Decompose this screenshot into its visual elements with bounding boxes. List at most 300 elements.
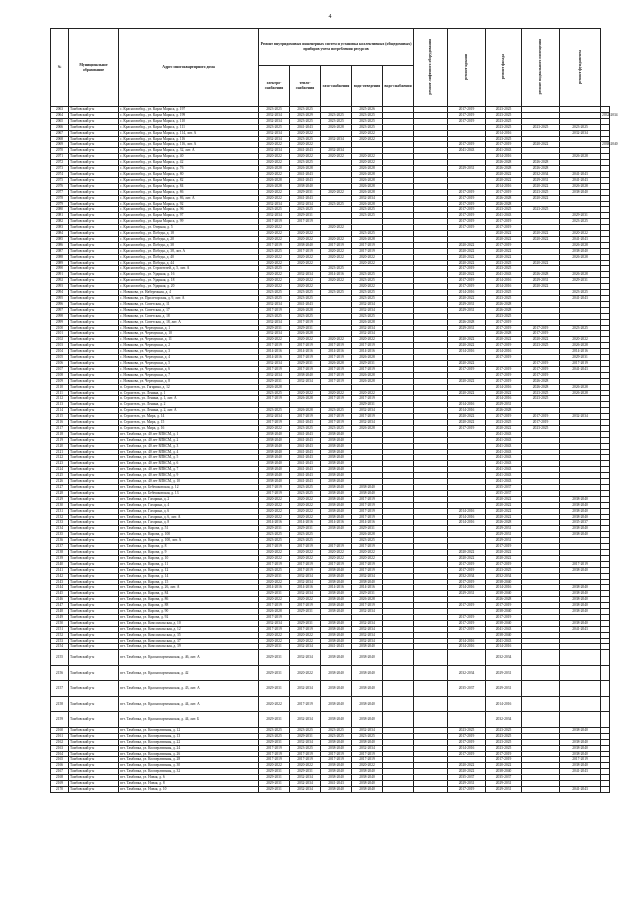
row-cell: 2014-2016	[448, 585, 486, 591]
row-cell: 2020-2022	[321, 248, 352, 254]
row-number: 2084	[51, 231, 69, 237]
row-cell	[522, 665, 560, 681]
row-number: 2169	[51, 781, 69, 787]
row-cell: 2038-2040	[560, 763, 601, 769]
row-address: с. Красносвобод., ул. Карла Маркса, д. 80	[119, 171, 259, 177]
table-row	[51, 712, 610, 728]
col-gas: газо-снабжения	[321, 66, 352, 107]
row-cell: 2017-2019	[486, 355, 522, 361]
row-cell: 2017-2019	[486, 225, 522, 231]
row-municipality: Тамбовский р-н	[69, 325, 119, 331]
row-cell: 2023-2029	[290, 112, 321, 118]
row-cell: 2032-2034	[352, 301, 383, 307]
row-cell: 2017-2019	[321, 366, 352, 372]
row-cell: 2017-2019	[522, 331, 560, 337]
row-municipality: Тамбовский р-н	[69, 242, 119, 248]
row-cell: 2038-2040	[321, 681, 352, 697]
row-number: 2095	[51, 296, 69, 302]
row-cell: 2017-2019	[448, 567, 486, 573]
row-municipality: Тамбовский р-н	[69, 763, 119, 769]
row-number: 2119	[51, 437, 69, 443]
row-cell: 2017-2019	[522, 325, 560, 331]
row-cell: 2017-2019	[522, 360, 560, 366]
row-cell: 2038-2040	[321, 739, 352, 745]
row-cell: 2020-2022	[448, 296, 486, 302]
row-municipality: Тамбовский р-н	[69, 479, 119, 485]
col-basement-label: ремонт подвального помещения	[538, 38, 543, 95]
row-cell: 2029-2031	[259, 325, 290, 331]
row-cell: 2020-2022	[522, 284, 560, 290]
row-cell: 2020-2022	[290, 508, 321, 514]
row-cell: 2014-2016	[290, 520, 321, 526]
row-cell: 2032-2034	[290, 786, 321, 792]
row-address: с. Новикова, ул. Черемушки, д. 2	[119, 343, 259, 349]
row-address: пгт. Тамбовка, ул. Краснопартизанская, д. 46, лит. А	[119, 650, 259, 666]
row-address: пгт. Тамбовка, ул. Гагарина, д. 2	[119, 496, 259, 502]
row-cell: 2032-2034	[486, 712, 522, 728]
row-cell: 2041-2043	[290, 455, 321, 461]
table-row	[51, 696, 610, 712]
row-cell: 2017-2019	[352, 502, 383, 508]
row-cell: 2017-2019	[259, 307, 290, 313]
row-cell: 2017-2019	[448, 207, 486, 213]
row-municipality: Тамбовский р-н	[69, 573, 119, 579]
row-cell: 2014-2016	[321, 520, 352, 526]
row-cell: 2029-2031	[486, 681, 522, 697]
row-cell: 2017-2019	[448, 189, 486, 195]
row-address: с. Красносвобод., ул. Карла Маркса, д. 116	[119, 136, 259, 142]
row-address: пгт. Тамбовка, ул. Новая, д. 6	[119, 775, 259, 781]
row-cell: 2023-2025	[321, 118, 352, 124]
row-cell: 2026-2028	[560, 343, 601, 349]
row-cell: 2017-2019	[321, 355, 352, 361]
row-address: пгт. Тамбовка, ул. Кирова, д. 26, лит. А	[119, 585, 259, 591]
row-cell	[560, 681, 601, 697]
col-foundation-label: ремонт фундамента	[577, 49, 582, 84]
row-cell: 2038-2040	[259, 455, 290, 461]
row-address: пгт. Тамбовка, ул. 40 лет ВЛКСМ, д. 6	[119, 461, 259, 467]
row-municipality: Тамбовский р-н	[69, 372, 119, 378]
row-cell	[448, 650, 486, 666]
row-cell	[383, 650, 414, 666]
row-municipality: Тамбовский р-н	[69, 414, 119, 420]
row-cell: 2032-2034	[486, 650, 522, 666]
row-cell: 2038-2040	[560, 739, 601, 745]
row-cell: 2026-2028	[352, 166, 383, 172]
row-address: пгт. Тамбовка, ул. Гагарина, д. 4	[119, 502, 259, 508]
row-cell: 2041-2043	[486, 449, 522, 455]
row-cell: 2026-2028	[486, 520, 522, 526]
row-number: 2123	[51, 461, 69, 467]
row-municipality: Тамбовский р-н	[69, 544, 119, 550]
row-cell: 2020-2022	[259, 579, 290, 585]
col-number: №	[51, 29, 69, 107]
row-cell: 2023-2025	[259, 532, 290, 538]
row-cell: 2020-2022	[352, 555, 383, 561]
row-cell: 2038-2040	[352, 490, 383, 496]
row-cell: 2014-2016	[448, 745, 486, 751]
row-cell: 2020-2022	[259, 225, 290, 231]
row-cell: 2020-2022	[522, 195, 560, 201]
row-cell: 2020-2022	[321, 236, 352, 242]
row-cell	[601, 786, 610, 792]
row-number: 2100	[51, 325, 69, 331]
row-cell: 2014-2016	[321, 272, 352, 278]
row-address: пгт. Тамбовка, ул. Кооперативная, д. 30	[119, 763, 259, 769]
row-cell: 2029-2031	[259, 378, 290, 384]
table-row	[51, 665, 610, 681]
row-cell: 2032-2034	[290, 591, 321, 597]
row-cell: 2017-2019	[448, 425, 486, 431]
row-address: с. Красносвобод., ул. Карла Маркса, д. 32, лит. А	[119, 148, 259, 154]
row-number: 2073	[51, 166, 69, 172]
row-address: пгт. Тамбовка, ул. Гагарина, д. 6, лит. А	[119, 514, 259, 520]
row-municipality: Тамбовский р-н	[69, 219, 119, 225]
row-number: 2158	[51, 696, 69, 712]
row-cell: 2017-2019	[259, 485, 290, 491]
row-cell: 2023-2025	[352, 278, 383, 284]
row-cell: 2020-2022	[352, 136, 383, 142]
row-number: 2082	[51, 219, 69, 225]
row-cell: 2023-2025	[486, 266, 522, 272]
row-cell: 2026-2028	[486, 166, 522, 172]
row-municipality: Тамбовский р-н	[69, 124, 119, 130]
row-number: 2072	[51, 160, 69, 166]
row-cell: 2038-2040	[259, 431, 290, 437]
row-cell: 2020-2022	[352, 254, 383, 260]
row-municipality: Тамбовский р-н	[69, 107, 119, 113]
row-cell: 2038-2040	[352, 681, 383, 697]
row-municipality: Тамбовский р-н	[69, 555, 119, 561]
row-cell: 2038-2040	[321, 696, 352, 712]
row-municipality: Тамбовский р-н	[69, 284, 119, 290]
row-cell: 2041-2043	[486, 443, 522, 449]
row-municipality: Тамбовский р-н	[69, 225, 119, 231]
row-cell: 2023-2025	[560, 325, 601, 331]
row-number: 2160	[51, 727, 69, 733]
row-cell: 2020-2022	[290, 496, 321, 502]
row-cell: 2020-2022	[522, 183, 560, 189]
row-cell: 2041-2043	[486, 461, 522, 467]
row-cell: 2032-2034	[352, 195, 383, 201]
row-cell: 2026-2028	[290, 331, 321, 337]
row-cell: 2041-2043	[290, 479, 321, 485]
row-cell: 2026-2028	[352, 236, 383, 242]
row-cell: 2032-2034	[352, 307, 383, 313]
row-cell: 2023-2025	[486, 112, 522, 118]
row-cell: 2023-2025	[352, 272, 383, 278]
row-address: п. Строитель, ул. Мира, д. 16	[119, 425, 259, 431]
row-cell: 2023-2025	[352, 231, 383, 237]
row-cell: 2038-2040	[321, 502, 352, 508]
row-cell: 2020-2022	[321, 189, 352, 195]
row-municipality: Тамбовский р-н	[69, 384, 119, 390]
row-cell: 2041-2043	[290, 195, 321, 201]
row-cell: 2038-2040	[321, 665, 352, 681]
row-municipality: Тамбовский р-н	[69, 538, 119, 544]
row-cell: 2023-2025	[486, 136, 522, 142]
row-cell: 2017-2019	[290, 696, 321, 712]
row-cell: 2017-2019	[259, 242, 290, 248]
row-municipality: Тамбовский р-н	[69, 490, 119, 496]
row-cell: 2038-2040	[560, 502, 601, 508]
row-cell: 2035-2037	[448, 681, 486, 697]
row-cell: 2026-2028	[486, 307, 522, 313]
row-number: 2145	[51, 591, 69, 597]
row-cell: 2041-2043	[290, 301, 321, 307]
row-number: 2161	[51, 733, 69, 739]
row-cell: 2023-2025	[259, 567, 290, 573]
row-municipality: Тамбовский р-н	[69, 449, 119, 455]
row-number: 2166	[51, 763, 69, 769]
row-cell: 2020-2022	[560, 231, 601, 237]
row-cell: 2026-2028	[259, 166, 290, 172]
row-cell: 2038-2040	[321, 485, 352, 491]
row-cell: 2017-2019	[486, 414, 522, 420]
row-cell: 2026-2028	[259, 177, 290, 183]
row-number: 2080	[51, 207, 69, 213]
row-cell: 2026-2028	[259, 609, 290, 615]
row-cell: 2038-2040	[486, 609, 522, 615]
row-cell: 2023-2025	[352, 207, 383, 213]
row-cell: 2023-2025	[522, 396, 560, 402]
row-cell: 2023-2025	[259, 207, 290, 213]
row-cell: 2017-2019	[448, 579, 486, 585]
row-municipality: Тамбовский р-н	[69, 290, 119, 296]
row-cell: 2014-2016	[259, 520, 290, 526]
row-cell: 2017-2019	[352, 366, 383, 372]
row-municipality: Тамбовский р-н	[69, 597, 119, 603]
row-cell: 2023-2025	[486, 296, 522, 302]
row-cell: 2020-2022	[486, 390, 522, 396]
row-cell: 2014-2016	[290, 349, 321, 355]
row-municipality: Тамбовский р-н	[69, 526, 119, 532]
row-address: п. Строитель, ул. Ленина, д. 2, лит. А	[119, 408, 259, 414]
row-cell: 2032-2034	[290, 781, 321, 787]
row-cell: 2038-2040	[321, 567, 352, 573]
row-address: пгт. Тамбовка, ул. Кирова, д. 10	[119, 555, 259, 561]
col-group-engineering: Ремонт внутридомовых инженерных систем и установка коллективных (общедомовых) приборов учета потребления ресурсов	[259, 29, 414, 66]
row-cell: 2020-2022	[259, 260, 290, 266]
row-cell: 2014-2016	[352, 585, 383, 591]
row-cell: 2038-2040	[560, 496, 601, 502]
row-cell: 2014-2016	[321, 585, 352, 591]
row-cell: 2038-2040	[321, 769, 352, 775]
row-cell: 2020-2022	[486, 337, 522, 343]
row-cell: 2032-2034	[259, 201, 290, 207]
row-municipality: Тамбовский р-н	[69, 473, 119, 479]
page-number: 4	[328, 14, 332, 20]
row-cell: 2032-2034	[352, 745, 383, 751]
row-municipality: Тамбовский р-н	[69, 254, 119, 260]
row-cell: 2014-2016	[448, 644, 486, 650]
row-address: пгт. Тамбовка, ул. 40 лет ВЛКСМ, д. 10	[119, 479, 259, 485]
row-number: 2076	[51, 183, 69, 189]
row-address: с. Красносвобод., ул. Победы, д. 44	[119, 260, 259, 266]
row-cell	[601, 650, 610, 666]
document-page	[50, 14, 618, 793]
row-cell: 2032-2034	[290, 378, 321, 384]
row-cell: 2017-2019	[259, 757, 290, 763]
row-address: с. Красносвобод., ул. Карла Маркса, д. 199	[119, 112, 259, 118]
row-cell: 2014-2016	[486, 284, 522, 290]
row-cell: 2020-2022	[321, 549, 352, 555]
row-cell: 2038-2040	[321, 573, 352, 579]
row-municipality: Тамбовский р-н	[69, 739, 119, 745]
row-number: 2099	[51, 319, 69, 325]
row-cell: 2023-2025	[259, 408, 290, 414]
row-cell: 2017-2019	[259, 219, 290, 225]
row-cell: 2026-2028	[560, 254, 601, 260]
row-cell: 2038-2040	[321, 579, 352, 585]
row-cell: 2023-2025	[321, 408, 352, 414]
row-address: пгт. Тамбовка, ул. Краснопартизанская, д. 42	[119, 665, 259, 681]
row-cell: 2020-2022	[352, 763, 383, 769]
row-number: 2170	[51, 786, 69, 792]
row-cell	[560, 712, 601, 728]
row-cell: 2032-2034	[352, 408, 383, 414]
row-municipality: Тамбовский р-н	[69, 213, 119, 219]
row-cell: 2020-2022	[259, 272, 290, 278]
row-number: 2104	[51, 349, 69, 355]
row-cell: 2032-2034	[352, 727, 383, 733]
row-cell: 2017-2019	[448, 733, 486, 739]
row-cell: 2023-2025	[321, 112, 352, 118]
row-cell: 2038-2040	[259, 437, 290, 443]
row-cell: 2032-2034	[352, 331, 383, 337]
row-cell: 2020-2022	[522, 337, 560, 343]
row-cell: 2029-2031	[448, 325, 486, 331]
row-cell: 2023-2025	[290, 160, 321, 166]
row-cell	[560, 696, 601, 712]
row-cell: 2026-2028	[352, 378, 383, 384]
col-roof-label: ремонт крыши	[464, 53, 469, 80]
row-number: 2122	[51, 455, 69, 461]
row-address: с. Красносвобод., ул. Победы, д. 38, лит. А	[119, 248, 259, 254]
row-cell: 2020-2022	[259, 425, 290, 431]
row-cell: 2032-2034	[259, 319, 290, 325]
row-cell: 2014-2016	[486, 349, 522, 355]
row-cell: 2026-2028	[560, 154, 601, 160]
row-cell: 2026-2028	[486, 201, 522, 207]
row-address: пгт. Тамбовка, ул. Бебешковская, д. 12	[119, 485, 259, 491]
col-heat: тепло-снабжения	[290, 66, 321, 107]
row-cell: 2014-2016	[486, 130, 522, 136]
row-cell: 2041-2043	[290, 449, 321, 455]
row-number: 2163	[51, 745, 69, 751]
row-cell: 2023-2025	[259, 248, 290, 254]
row-cell: 2038-2040	[321, 786, 352, 792]
row-municipality: Тамбовский р-н	[69, 786, 119, 792]
row-municipality: Тамбовский р-н	[69, 585, 119, 591]
row-cell: 2020-2022	[259, 555, 290, 561]
row-cell: 2017-2019	[321, 396, 352, 402]
row-address: пгт. Тамбовка, ул. Кооперативная, д. 13	[119, 733, 259, 739]
row-cell: 2032-2034	[259, 360, 290, 366]
row-municipality: Тамбовский р-н	[69, 727, 119, 733]
row-number: 2153	[51, 638, 69, 644]
row-cell: 2017-2019	[448, 284, 486, 290]
row-number: 2133	[51, 520, 69, 526]
row-cell: 2032-2034	[352, 420, 383, 426]
row-address: с. Новикова, ул. Советская, д. 18, лит. А	[119, 319, 259, 325]
row-cell: 2038-2040	[560, 751, 601, 757]
row-cell: 2017-2019	[448, 561, 486, 567]
row-cell: 2038-2040	[560, 248, 601, 254]
row-cell: 2032-2034	[259, 372, 290, 378]
row-cell: 2023-2025	[486, 118, 522, 124]
row-cell: 2020-2022	[259, 142, 290, 148]
row-address: пгт. Тамбовка, ул. Кирова, д. 84	[119, 591, 259, 597]
row-cell: 2020-2022	[259, 195, 290, 201]
row-cell: 2023-2025	[259, 390, 290, 396]
row-address: с. Красносвобод., ул. Карла Маркса, д. 110	[119, 118, 259, 124]
row-cell: 2020-2022	[352, 284, 383, 290]
row-cell: 2041-2043	[560, 296, 601, 302]
row-cell: 2041-2043	[290, 467, 321, 473]
row-cell: 2020-2022	[448, 414, 486, 420]
row-municipality: Тамбовский р-н	[69, 231, 119, 237]
row-number: 2168	[51, 775, 69, 781]
row-address: пгт. Тамбовка, ул. Кирова, д. 100	[119, 532, 259, 538]
row-cell: 2032-2034	[259, 136, 290, 142]
row-cell: 2020-2022	[290, 260, 321, 266]
row-municipality: Тамбовский р-н	[69, 508, 119, 514]
row-municipality: Тамбовский р-н	[69, 614, 119, 620]
row-cell	[383, 712, 414, 728]
row-cell: 2038-2040	[560, 189, 601, 195]
row-municipality: Тамбовский р-н	[69, 579, 119, 585]
row-cell: 2020-2022	[448, 549, 486, 555]
row-cell: 2020-2022	[448, 360, 486, 366]
row-cell: 2026-2028	[486, 195, 522, 201]
row-cell: 2041-2043	[486, 467, 522, 473]
row-cell: 2041-2043	[560, 236, 601, 242]
row-municipality: Тамбовский р-н	[69, 431, 119, 437]
row-municipality: Тамбовский р-н	[69, 207, 119, 213]
row-cell: 2029-2031	[448, 166, 486, 172]
row-cell: 2041-2043	[290, 461, 321, 467]
row-cell	[601, 665, 610, 681]
row-cell: 2029-2031	[352, 360, 383, 366]
row-cell: 2020-2022	[448, 254, 486, 260]
row-cell: 2020-2022	[448, 337, 486, 343]
col-address: Адрес многоквартирного дома	[119, 29, 259, 107]
row-cell: 2038-2040	[321, 775, 352, 781]
row-cell: 2020-2022	[486, 254, 522, 260]
row-cell: 2020-2022	[352, 154, 383, 160]
row-cell: 2026-2028	[486, 597, 522, 603]
row-municipality: Тамбовский р-н	[69, 337, 119, 343]
row-municipality: Тамбовский р-н	[69, 366, 119, 372]
row-cell: 2023-2025	[486, 567, 522, 573]
row-cell: 2023-2025	[321, 201, 352, 207]
row-cell: 2023-2025	[522, 390, 560, 396]
row-cell: 2017-2019	[259, 396, 290, 402]
row-cell: 2020-2022	[352, 160, 383, 166]
row-cell: 2023-2025	[290, 745, 321, 751]
row-municipality: Тамбовский р-н	[69, 236, 119, 242]
row-cell	[601, 712, 610, 728]
row-cell: 2038-2040	[321, 632, 352, 638]
row-cell: 2041-2043	[290, 148, 321, 154]
row-cell: 2023-2025	[290, 290, 321, 296]
row-cell: 2029-2031	[259, 739, 290, 745]
row-cell: 2038-2040	[321, 467, 352, 473]
row-cell: 2014-2016	[486, 696, 522, 712]
row-cell: 2041-2043	[486, 148, 522, 154]
row-cell: 2020-2022	[290, 130, 321, 136]
